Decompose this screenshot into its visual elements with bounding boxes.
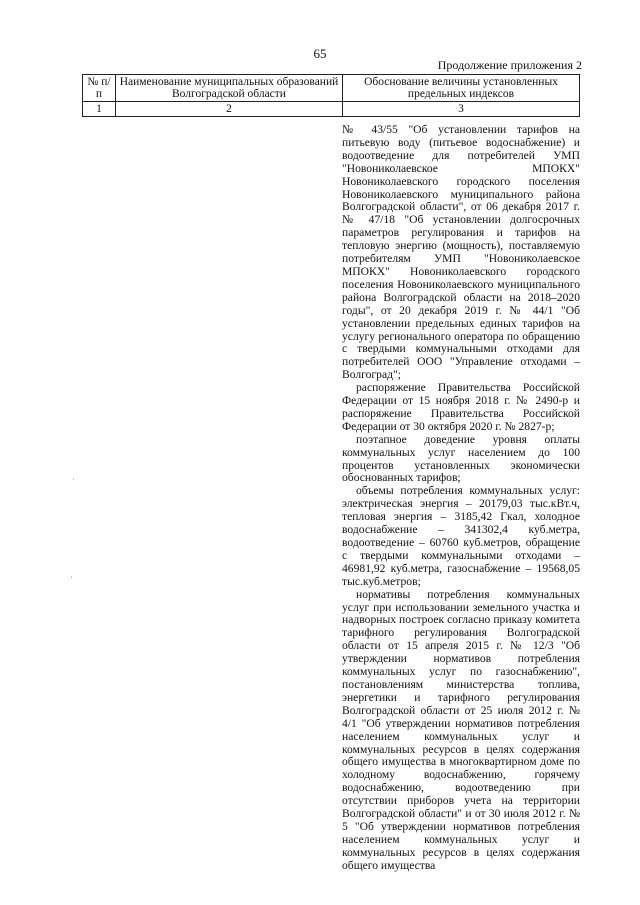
header-row <box>83 75 580 102</box>
column-number-2: 2 <box>116 102 343 117</box>
header-col-municipality: Наименование муниципальных образований Волгоградской области <box>116 75 343 102</box>
justification-text <box>342 124 580 873</box>
header-col-number: № п/п <box>83 75 116 102</box>
page-number: 65 <box>313 46 327 61</box>
paragraph-government-orders: распоряжение Правительства Российской Федерации от 15 ноября 2018 г. № 2490-р и распоряжение Правительства Российской Федерации от 30 октября 2020 г. № 2827-р; <box>342 381 580 433</box>
paragraph-decrees: № 43/55 "Об установлении тарифов на питьевую воду (питьевое водоснабжение) и водоотведение для потребителей УМП "Новониколаевское МПОКХ" Новониколаевского городского поселения Новониколаевского муниципального района Волгоградской области", от 06 декабря 2017 г. № 47/18 "Об установлении долгосрочных параметров регулирования и тарифов на тепловую энергию (мощность), поставляемую потребителям УМП "Новониколаевское МПОКХ" Новониколаевского городского поселения Новониколаевского муниципального района Волгоградской области на 2018–2020 годы", от 20 декабря 2019 г. № 44/1 "Об установлении предельных единых тарифов на услугу регионального оператора по обращению с твердыми коммунальными отходами для потребителей ООО "Управление отходами – Волгоград"; <box>342 123 580 382</box>
scan-mark: ˌ <box>72 470 75 480</box>
column-number-row <box>83 102 580 117</box>
paragraph-consumption-volumes: объемы потребления коммунальных услуг: электрическая энергия – 20179,03 тыс.кВт.ч, тепловая энергия – 3185,42 Гкал, холодное водоснабжение – 341302,4 куб.метра, водоотведение – 60760 куб.метров, обращение с твердыми коммунальными отходами – 46981,92 куб.метра, газоснабжение – 19568,05 тыс.куб.метров; <box>342 484 580 588</box>
column-number-3: 3 <box>343 102 580 117</box>
header-table <box>82 74 580 117</box>
continuation-label: Продолжение приложения 2 <box>437 58 582 72</box>
header-col-justification: Обоснование величины установленных предельных индексов <box>343 75 580 102</box>
scan-mark: ˈ <box>70 575 73 585</box>
paragraph-consumption-norms: нормативы потребления коммунальных услуг при использовании земельного участка и надворных построек согласно приказу комитета тарифного регулирования Волгоградской области от 15 апреля 2015 г. № 12/3 "Об утверждении нормативов потребления коммунальных услуг по газоснабжению", постановлениям министерства топлива, энергетики и тарифного регулирования Волгоградской области от 25 июля 2012 г. № 4/1 "Об утверждении нормативов потребления населением коммунальных услуг и коммунальных ресурсов в целях содержания общего имущества в многоквартирном доме по холодному водоснабжению, горячему водоснабжению, водоотведению при отсутствии приборов учета на территории Волгоградской области" и от 30 июля 2012 г. № 5 "Об утверждении нормативов потребления населением коммунальных услуг и коммунальных ресурсов в целях содержания общего имущества <box>342 587 580 872</box>
paragraph-payment-level: поэтапное доведение уровня оплаты коммунальных услуг населением до 100 процентов установленных экономически обоснованных тарифов; <box>342 432 580 485</box>
column-number-1: 1 <box>83 102 116 117</box>
